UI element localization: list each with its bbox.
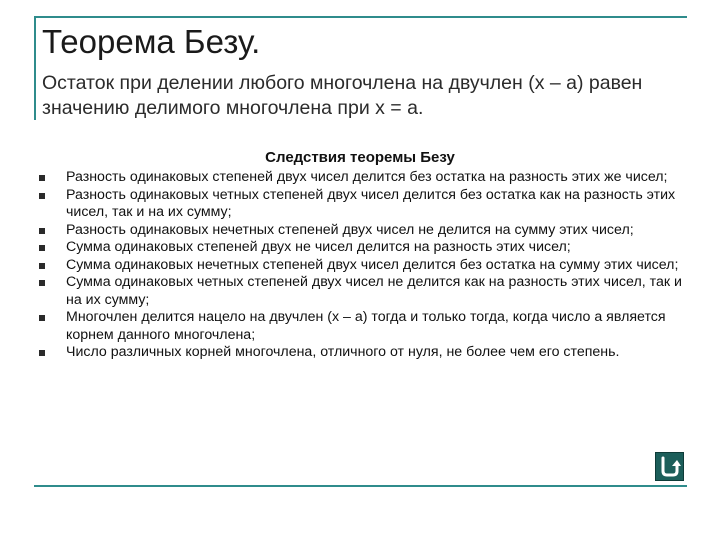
footer-accent-line [34,485,687,487]
list-item-text: Разность одинаковых степеней двух чисел делится без остатка на разность этих же чисел; [66,169,668,185]
return-arrow-icon [659,456,681,478]
return-button[interactable] [655,452,684,481]
list-item-text: Сумма одинаковых нечетных степеней двух чисел делится без остатка на сумму этих чисел; [66,256,679,273]
title-accent-top-line [34,16,687,18]
slide-title: Теорема Безу. [42,23,261,60]
list-item [36,274,686,309]
list-item-text: Сумма одинаковых степеней двух не чисел делится на разность этих чисел; [66,239,571,255]
bullet-square-icon [39,280,45,286]
title-accent-vertical-line [34,16,36,120]
section-heading-text: Следствия теоремы Безу [265,149,455,166]
list-item [36,169,686,187]
list-item-text: Многочлен делится нацело на двучлен (x – a) тогда и только тогда, когда число a является корнем данного многочлена; [66,309,666,343]
list-item-text: Число различных корней многочлена, отличного от нуля, не более чем его степень. [66,344,620,360]
list-item [36,222,686,240]
list-item [36,257,686,275]
bullet-square-icon [39,228,45,234]
list-item-text: Разность одинаковых нечетных степеней двух чисел не делится на сумму этих чисел; [66,221,634,238]
slide-subtitle: Остаток при делении любого многочлена на двучлен (x – a) равен значению делимого многочлена при x = a. [42,72,643,119]
bullet-square-icon [39,245,45,251]
list-item [36,309,686,344]
section-heading [0,149,720,166]
bullet-square-icon [39,315,45,321]
list-item-text: Разность одинаковых четных степеней двух чисел делится без остатка как на разность этих чисел, так и на их сумму; [66,186,676,220]
bullet-square-icon [39,350,45,356]
list-item-text: Сумма одинаковых четных степеней двух чисел не делится как на разность этих чисел, так и на их сумму; [66,274,682,308]
corollary-list [36,169,686,362]
bullet-square-icon [39,263,45,269]
bullet-square-icon [39,193,45,199]
bullet-square-icon [39,175,45,181]
list-item [36,187,686,222]
list-item [36,344,686,362]
list-item [36,239,686,257]
